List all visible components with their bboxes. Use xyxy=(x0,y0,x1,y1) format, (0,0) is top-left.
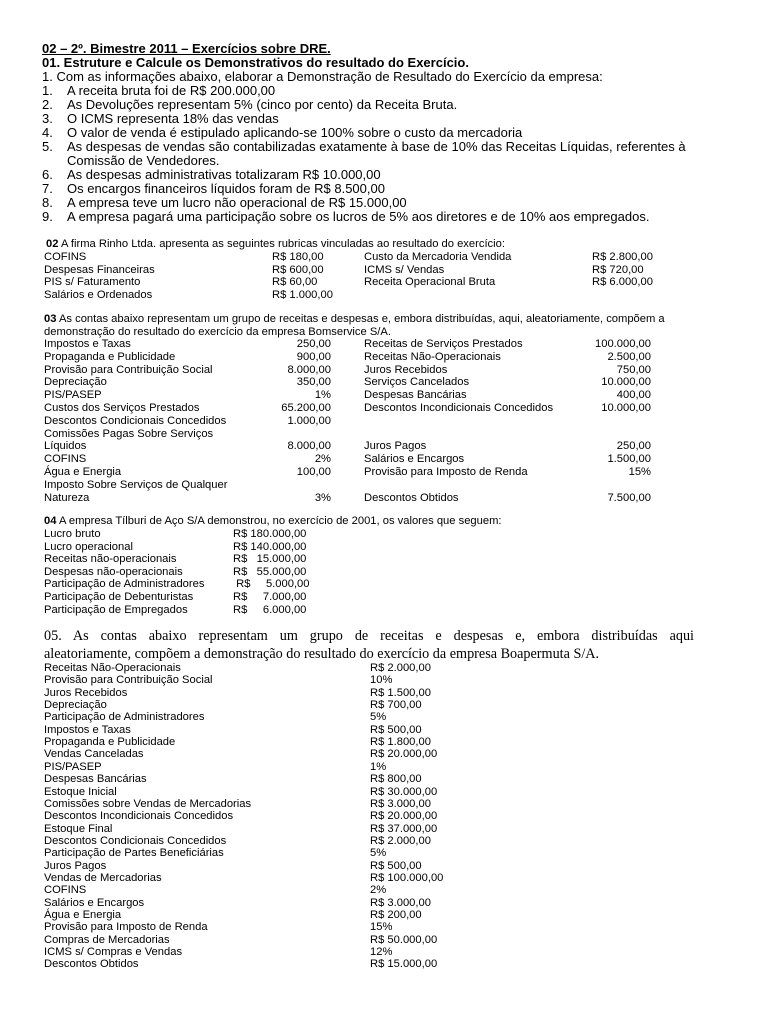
table-cell-value: 100,00 xyxy=(296,466,331,478)
table-cell-label: Descontos Condicionais Concedidos xyxy=(44,414,227,427)
exercise3-number: 03 xyxy=(44,313,57,325)
table-cell-label: Custo da Mercadoria Vendida xyxy=(364,251,512,263)
table-cell-value: R$ 5.000,00 xyxy=(233,578,310,591)
table-cell-label: Participação de Administradores xyxy=(44,711,205,724)
exercise3-intro xyxy=(44,313,665,325)
table-cell-label: Imposto Sobre Serviços de Qualquer xyxy=(44,478,228,491)
table-cell-value: R$ 600,00 xyxy=(272,263,324,276)
table-cell-label: Despesas não-operacionais xyxy=(44,565,183,578)
table-cell-label: Participação de Administradores xyxy=(44,578,205,591)
table-cell-label: Descontos Incondicionais Concedidos xyxy=(44,810,234,823)
table-cell-label: Vendas de Mercadorias xyxy=(44,871,162,884)
table-cell-label: COFINS xyxy=(44,884,87,897)
table-cell-label: PIS/PASEP xyxy=(44,760,102,773)
table-cell-value: R$ 55.000,00 xyxy=(233,565,307,578)
table-cell-label: Água e Energia xyxy=(44,909,122,921)
table-cell-value: R$ 100.000,00 xyxy=(370,871,444,884)
table-cell-value: R$ 6.000,00 xyxy=(233,603,307,616)
table-cell-value: R$ 3.000,00 xyxy=(370,797,431,810)
table-cell-value: R$ 2.000,00 xyxy=(370,662,431,674)
list-item-number: 4. xyxy=(42,125,53,140)
exercise5-intro-line2: aleatoriamente, compõem a demonstração do resultado do exercício da empresa Boapermuta S/A. xyxy=(44,646,600,662)
table-cell-label: Receitas Não-Operacionais xyxy=(364,350,501,363)
table-cell-value: R$ 700,00 xyxy=(370,699,422,712)
list-item-text: As despesas administrativas totalizaram R$ 10.000,00 xyxy=(67,167,381,182)
list-item-number: 9. xyxy=(42,209,53,224)
table-cell-label: Líquidos xyxy=(44,440,87,453)
table-cell-label: Salários e Ordenados xyxy=(44,288,153,301)
exercise1-intro: 1. Com as informações abaixo, elaborar a Demonstração de Resultado do Exercício da empresa: xyxy=(42,69,603,84)
table-cell-label: Receitas de Serviços Prestados xyxy=(364,338,523,350)
table-cell-label: Estoque Final xyxy=(44,822,113,835)
list-item-text-continued: Comissão de Vendedores. xyxy=(67,153,220,168)
table-cell-label: Água e Energia xyxy=(44,466,122,478)
table-cell-label: Provisão para Imposto de Renda xyxy=(44,921,208,934)
table-cell-value: R$ 15.000,00 xyxy=(370,958,438,971)
table-cell-value: 250,00 xyxy=(616,440,651,453)
exercise3-intro-text: As contas abaixo representam um grupo de receitas e despesas e, embora distribuídas, aqui, aleatoriamente, compõem a xyxy=(56,313,665,325)
list-item-number: 6. xyxy=(42,167,53,182)
table-cell-label: Propaganda e Publicidade xyxy=(44,736,176,749)
exercise5-intro: 05. As contas abaixo representam um grupo de receitas e despesas e, embora distribuídas aqui xyxy=(44,628,694,644)
table-cell-value: R$ 140.000,00 xyxy=(233,540,307,553)
list-item-text: As Devoluções representam 5% (cinco por cento) da Receita Bruta. xyxy=(67,97,458,112)
list-item-number: 3. xyxy=(42,111,53,126)
table-cell-value: 2% xyxy=(314,453,331,466)
table-cell-value: 3% xyxy=(314,491,331,504)
table-cell-label: Impostos e Taxas xyxy=(44,723,131,736)
table-cell-value: R$ 60,00 xyxy=(272,276,318,289)
table-cell-value: 15% xyxy=(370,921,393,934)
table-cell-value: R$ 1.000,00 xyxy=(272,288,333,301)
table-cell-value: R$ 180.000,00 xyxy=(233,528,307,540)
table-cell-label: Comissões sobre Vendas de Mercadorias xyxy=(44,797,252,810)
page-title: 02 – 2º. Bimestre 2011 – Exercícios sobre DRE. xyxy=(42,41,331,56)
table-cell-label: Lucro operacional xyxy=(44,540,133,553)
table-cell-value: R$ 500,00 xyxy=(370,723,422,736)
list-item-text: O ICMS representa 18% das vendas xyxy=(67,111,279,126)
table-cell-value: 10.000,00 xyxy=(601,402,651,414)
table-cell-label: Juros Recebidos xyxy=(44,686,128,699)
table-cell-value: R$ 2.000,00 xyxy=(370,834,431,847)
table-cell-value: R$ 1.500,00 xyxy=(370,686,431,699)
table-cell-value: R$ 1.800,00 xyxy=(370,736,431,749)
list-item-text: As despesas de vendas são contabilizadas exatamente à base de 10% das Receitas Líquidas, referentes à xyxy=(67,139,686,154)
table-cell-label: Salários e Encargos xyxy=(364,453,465,466)
table-cell-label: Depreciação xyxy=(44,699,107,712)
table-cell-label: Lucro bruto xyxy=(44,528,101,540)
table-cell-label: Juros Recebidos xyxy=(364,363,448,376)
table-cell-label: Juros Pagos xyxy=(44,859,107,872)
table-cell-label: Provisão para Contribuição Social xyxy=(44,674,213,687)
table-cell-label: Receitas não-operacionais xyxy=(44,553,177,566)
table-cell-label: Receitas Não-Operacionais xyxy=(44,662,181,674)
table-cell-label: Natureza xyxy=(44,491,90,504)
table-cell-label: Receita Operacional Bruta xyxy=(364,276,496,289)
list-item-number: 5. xyxy=(42,139,53,154)
table-cell-label: Comissões Pagas Sobre Serviços xyxy=(44,427,214,440)
table-cell-label: Despesas Financeiras xyxy=(44,263,155,276)
table-cell-label: Despesas Bancárias xyxy=(44,773,147,786)
table-cell-value: 400,00 xyxy=(616,389,651,402)
table-cell-label: PIS s/ Faturamento xyxy=(44,276,141,289)
table-cell-label: Despesas Bancárias xyxy=(364,389,467,402)
table-cell-value: R$ 3.000,00 xyxy=(370,896,431,909)
exercise4-intro-text: A empresa Tílburi de Aço S/A demonstrou, no exercício de 2001, os valores que seguem: xyxy=(56,515,502,527)
table-cell-value: 2.500,00 xyxy=(607,350,651,363)
table-cell-label: Descontos Obtidos xyxy=(364,491,459,504)
table-cell-label: Serviços Cancelados xyxy=(364,376,470,389)
page-subtitle: 01. Estruture e Calcule os Demonstrativos do resultado do Exercício. xyxy=(42,55,469,70)
table-cell-value: 7.500,00 xyxy=(607,491,651,504)
table-cell-value: 5% xyxy=(370,711,387,724)
table-cell-value: 1.000,00 xyxy=(287,414,331,427)
table-cell-value: 8.000,00 xyxy=(287,363,331,376)
table-cell-label: Descontos Incondicionais Concedidos xyxy=(364,402,554,414)
table-cell-label: Estoque Inicial xyxy=(44,785,117,798)
table-cell-value: 750,00 xyxy=(616,363,651,376)
table-cell-label: COFINS xyxy=(44,251,87,263)
list-item-number: 8. xyxy=(42,195,53,210)
table-cell-value: R$ 200,00 xyxy=(370,909,422,921)
table-cell-label: Juros Pagos xyxy=(364,440,427,453)
exercise2-intro xyxy=(46,238,505,250)
table-cell-value: R$ 37.000,00 xyxy=(370,822,438,835)
list-item-text: Os encargos financeiros líquidos foram de R$ 8.500,00 xyxy=(67,181,385,196)
table-cell-value: 15% xyxy=(628,466,651,478)
exercise4-number: 04 xyxy=(44,515,57,527)
exercise3-intro-line2: demonstração do resultado do exercício da empresa Bomservice S/A. xyxy=(44,326,391,338)
table-cell-label: Provisão para Contribuição Social xyxy=(44,363,213,376)
table-cell-value: 8.000,00 xyxy=(287,440,331,453)
table-cell-value: R$ 6.000,00 xyxy=(592,276,653,289)
table-cell-value: R$ 500,00 xyxy=(370,859,422,872)
table-cell-value: 250,00 xyxy=(296,338,331,350)
table-cell-label: Salários e Encargos xyxy=(44,896,145,909)
table-cell-label: Impostos e Taxas xyxy=(44,338,131,350)
table-cell-value: R$ 30.000,00 xyxy=(370,785,438,798)
table-cell-value: R$ 20.000,00 xyxy=(370,810,438,823)
table-cell-value: 10% xyxy=(370,674,393,687)
table-cell-value: R$ 800,00 xyxy=(370,773,422,786)
table-cell-value: 2% xyxy=(370,884,387,897)
table-cell-label: Participação de Debenturistas xyxy=(44,591,194,603)
list-item-text: A empresa pagará uma participação sobre os lucros de 5% aos diretores e de 10% aos empregados. xyxy=(67,209,650,224)
table-cell-value: 1% xyxy=(370,760,387,773)
table-cell-value: 100.000,00 xyxy=(595,338,651,350)
table-cell-value: R$ 2.800,00 xyxy=(592,251,653,263)
table-cell-label: Compras de Mercadorias xyxy=(44,933,170,946)
table-cell-value: 900,00 xyxy=(296,350,331,363)
exercise4-intro xyxy=(44,515,502,527)
table-cell-label: Propaganda e Publicidade xyxy=(44,350,176,363)
table-cell-value: R$ 20.000,00 xyxy=(370,748,438,761)
list-item-number: 1. xyxy=(42,83,53,98)
table-cell-label: Vendas Canceladas xyxy=(44,748,144,761)
table-cell-label: COFINS xyxy=(44,453,87,466)
table-cell-label: Descontos Obtidos xyxy=(44,958,139,971)
list-item-number: 2. xyxy=(42,97,53,112)
table-cell-value: 12% xyxy=(370,946,393,959)
table-cell-label: ICMS s/ Vendas xyxy=(364,263,445,276)
exercise2-number: 02 xyxy=(46,238,59,250)
table-cell-value: 65.200,00 xyxy=(281,402,331,414)
table-cell-value: R$ 50.000,00 xyxy=(370,933,438,946)
list-item-number: 7. xyxy=(42,181,53,196)
table-cell-value: R$ 7.000,00 xyxy=(233,591,307,603)
table-cell-label: Participação de Partes Beneficiárias xyxy=(44,847,224,860)
table-cell-label: Provisão para Imposto de Renda xyxy=(364,466,528,478)
list-item-text: A receita bruta foi de R$ 200.000,00 xyxy=(67,83,276,98)
table-cell-value: 1% xyxy=(314,389,331,402)
exercise2-intro-text: A firma Rinho Ltda. apresenta as seguintes rubricas vinculadas ao resultado do exercício: xyxy=(58,238,505,250)
table-cell-label: Custos dos Serviços Prestados xyxy=(44,402,200,414)
table-cell-value: 1.500,00 xyxy=(607,453,651,466)
list-item-text: O valor de venda é estipulado aplicando-se 100% sobre o custo da mercadoria xyxy=(67,125,523,140)
table-cell-label: PIS/PASEP xyxy=(44,389,102,402)
table-cell-label: Descontos Condicionais Concedidos xyxy=(44,834,227,847)
table-cell-label: ICMS s/ Compras e Vendas xyxy=(44,946,183,959)
table-cell-label: Depreciação xyxy=(44,376,107,389)
list-item-text: A empresa teve um lucro não operacional de R$ 15.000,00 xyxy=(67,195,407,210)
table-cell-value: 10.000,00 xyxy=(601,376,651,389)
table-cell-value: R$ 180,00 xyxy=(272,251,324,263)
table-cell-value: R$ 15.000,00 xyxy=(233,553,307,566)
table-cell-value: 350,00 xyxy=(296,376,331,389)
table-cell-value: R$ 720,00 xyxy=(592,263,644,276)
table-cell-value: 5% xyxy=(370,847,387,860)
table-cell-label: Participação de Empregados xyxy=(44,603,188,616)
